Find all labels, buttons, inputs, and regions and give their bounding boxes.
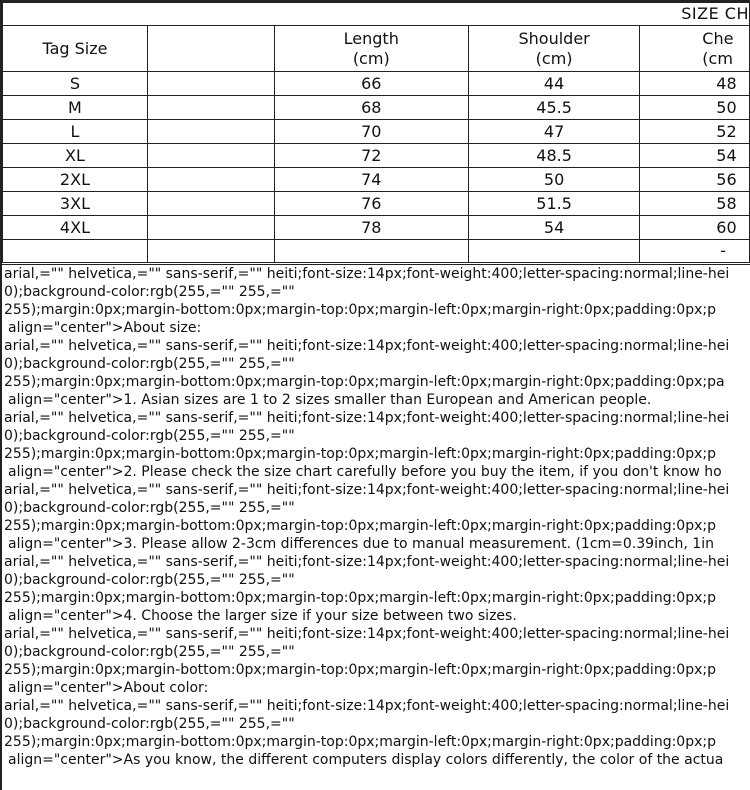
note-line: align="center">3. Please allow 2-3cm differences due to manual measurement. (1cm=0.39inch, 1in [8,536,714,552]
style-line: 0);background-color:rgb(255,="" 255,="" [4,428,295,444]
note-line: align="center">1. Asian sizes are 1 to 2 sizes smaller than European and American people. [8,392,652,408]
header-length [274,26,468,72]
style-line: arial,="" helvetica,="" sans-serif,="" heiti;font-size:14px;font-weight:400;letter-spacing:normal;line-hei [4,698,730,714]
header-row [3,26,750,72]
blank-cell [147,168,274,192]
empty-cell [147,240,274,263]
table-row [3,144,750,168]
style-line: 0);background-color:rgb(255,="" 255,="" [4,716,295,732]
length-cell: 78 [274,216,468,240]
length-cell: 70 [274,120,468,144]
table-row [3,168,750,192]
shoulder-cell: 50 [468,168,639,192]
header-length-label: Length [343,28,399,48]
size-cell: XL [3,144,148,168]
style-line: 255);margin:0px;margin-bottom:0px;margin-top:0px;margin-left:0px;margin-right:0px;padding:0px;p [4,734,716,750]
shoulder-cell: 48.5 [468,144,639,168]
length-cell: 66 [274,72,468,96]
style-line: arial,="" helvetica,="" sans-serif,="" heiti;font-size:14px;font-weight:400;letter-spacing:normal;line-hei [4,554,730,570]
shoulder-cell: 44 [468,72,639,96]
size-notes-text [2,264,750,769]
style-line: 0);background-color:rgb(255,="" 255,="" [4,356,295,372]
header-chest-label: Che [702,28,734,48]
style-line: arial,="" helvetica,="" sans-serif,="" heiti;font-size:14px;font-weight:400;letter-spacing:normal;line-hei [4,626,730,642]
shoulder-cell: 51.5 [468,192,639,216]
style-line: arial,="" helvetica,="" sans-serif,="" heiti;font-size:14px;font-weight:400;letter-spacing:normal;line-hei [4,266,730,282]
header-tag-size: Tag Size [3,26,148,72]
chest-cell: 48 [640,72,750,96]
blank-cell [147,96,274,120]
size-cell: L [3,120,148,144]
chest-cell: 54 [640,144,750,168]
header-blank [147,26,274,72]
header-chest-unit: (cm [702,48,733,68]
empty-cell [274,240,468,263]
size-cell: 3XL [3,192,148,216]
style-line: arial,="" helvetica,="" sans-serif,="" heiti;font-size:14px;font-weight:400;letter-spacing:normal;line-hei [4,410,730,426]
table-row [3,216,750,240]
table-row-empty [3,240,750,263]
header-length-unit: (cm) [352,48,390,68]
header-chest [640,26,750,72]
header-shoulder-label: Shoulder [518,28,590,48]
blank-cell [147,120,274,144]
blank-cell [147,192,274,216]
table-row [3,120,750,144]
table-row [3,192,750,216]
empty-cell [3,240,148,263]
style-line: 255);margin:0px;margin-bottom:0px;margin-top:0px;margin-left:0px;margin-right:0px;padding:0px;p [4,590,716,606]
style-line: 255);margin:0px;margin-bottom:0px;margin-top:0px;margin-left:0px;margin-right:0px;padding:0px;p [4,518,716,534]
note-line: align="center">As you know, the different computers display colors differently, the color of the actua [8,752,724,768]
table-row [3,96,750,120]
note-line: align="center">4. Choose the larger size if your size between two sizes. [8,608,517,624]
style-line: arial,="" helvetica,="" sans-serif,="" heiti;font-size:14px;font-weight:400;letter-spacing:normal;line-hei [4,338,730,354]
empty-chest-cell: - [640,240,750,263]
note-line: align="center">About size: [8,320,202,336]
table-row [3,72,750,96]
shoulder-cell: 45.5 [468,96,639,120]
blank-cell [147,144,274,168]
style-line: 255);margin:0px;margin-bottom:0px;margin-top:0px;margin-left:0px;margin-right:0px;padding:0px;p [4,302,716,318]
size-chart-title [3,3,750,26]
size-cell: 4XL [3,216,148,240]
chest-cell: 56 [640,168,750,192]
shoulder-cell: 47 [468,120,639,144]
style-line: 0);background-color:rgb(255,="" 255,="" [4,644,295,660]
style-line: 255);margin:0px;margin-bottom:0px;margin-top:0px;margin-left:0px;margin-right:0px;padding:0px;p [4,446,716,462]
style-line: 0);background-color:rgb(255,="" 255,="" [4,284,295,300]
shoulder-cell: 54 [468,216,639,240]
length-cell: 76 [274,192,468,216]
chest-cell: 50 [640,96,750,120]
style-line: arial,="" helvetica,="" sans-serif,="" heiti;font-size:14px;font-weight:400;letter-spacing:normal;line-hei [4,482,730,498]
style-line: 0);background-color:rgb(255,="" 255,="" [4,500,295,516]
size-chart-table [2,2,750,263]
chest-cell: 58 [640,192,750,216]
chest-cell: 52 [640,120,750,144]
size-cell: 2XL [3,168,148,192]
style-line: 0);background-color:rgb(255,="" 255,="" [4,572,295,588]
style-line: 255);margin:0px;margin-bottom:0px;margin-top:0px;margin-left:0px;margin-right:0px;padding:0px;pa [4,374,725,390]
note-line: align="center">About color: [8,680,209,696]
blank-cell [147,72,274,96]
size-cell: S [3,72,148,96]
header-shoulder [468,26,639,72]
header-shoulder-unit: (cm) [535,48,573,68]
empty-cell [468,240,639,263]
chest-cell: 60 [640,216,750,240]
length-cell: 68 [274,96,468,120]
size-chart-title-text: SIZE CH [681,4,749,23]
blank-cell [147,216,274,240]
size-cell: M [3,96,148,120]
style-line: 255);margin:0px;margin-bottom:0px;margin-top:0px;margin-left:0px;margin-right:0px;padding:0px;p [4,662,716,678]
length-cell: 74 [274,168,468,192]
length-cell: 72 [274,144,468,168]
note-line: align="center">2. Please check the size chart carefully before you buy the item, if you don't know ho [8,464,722,480]
